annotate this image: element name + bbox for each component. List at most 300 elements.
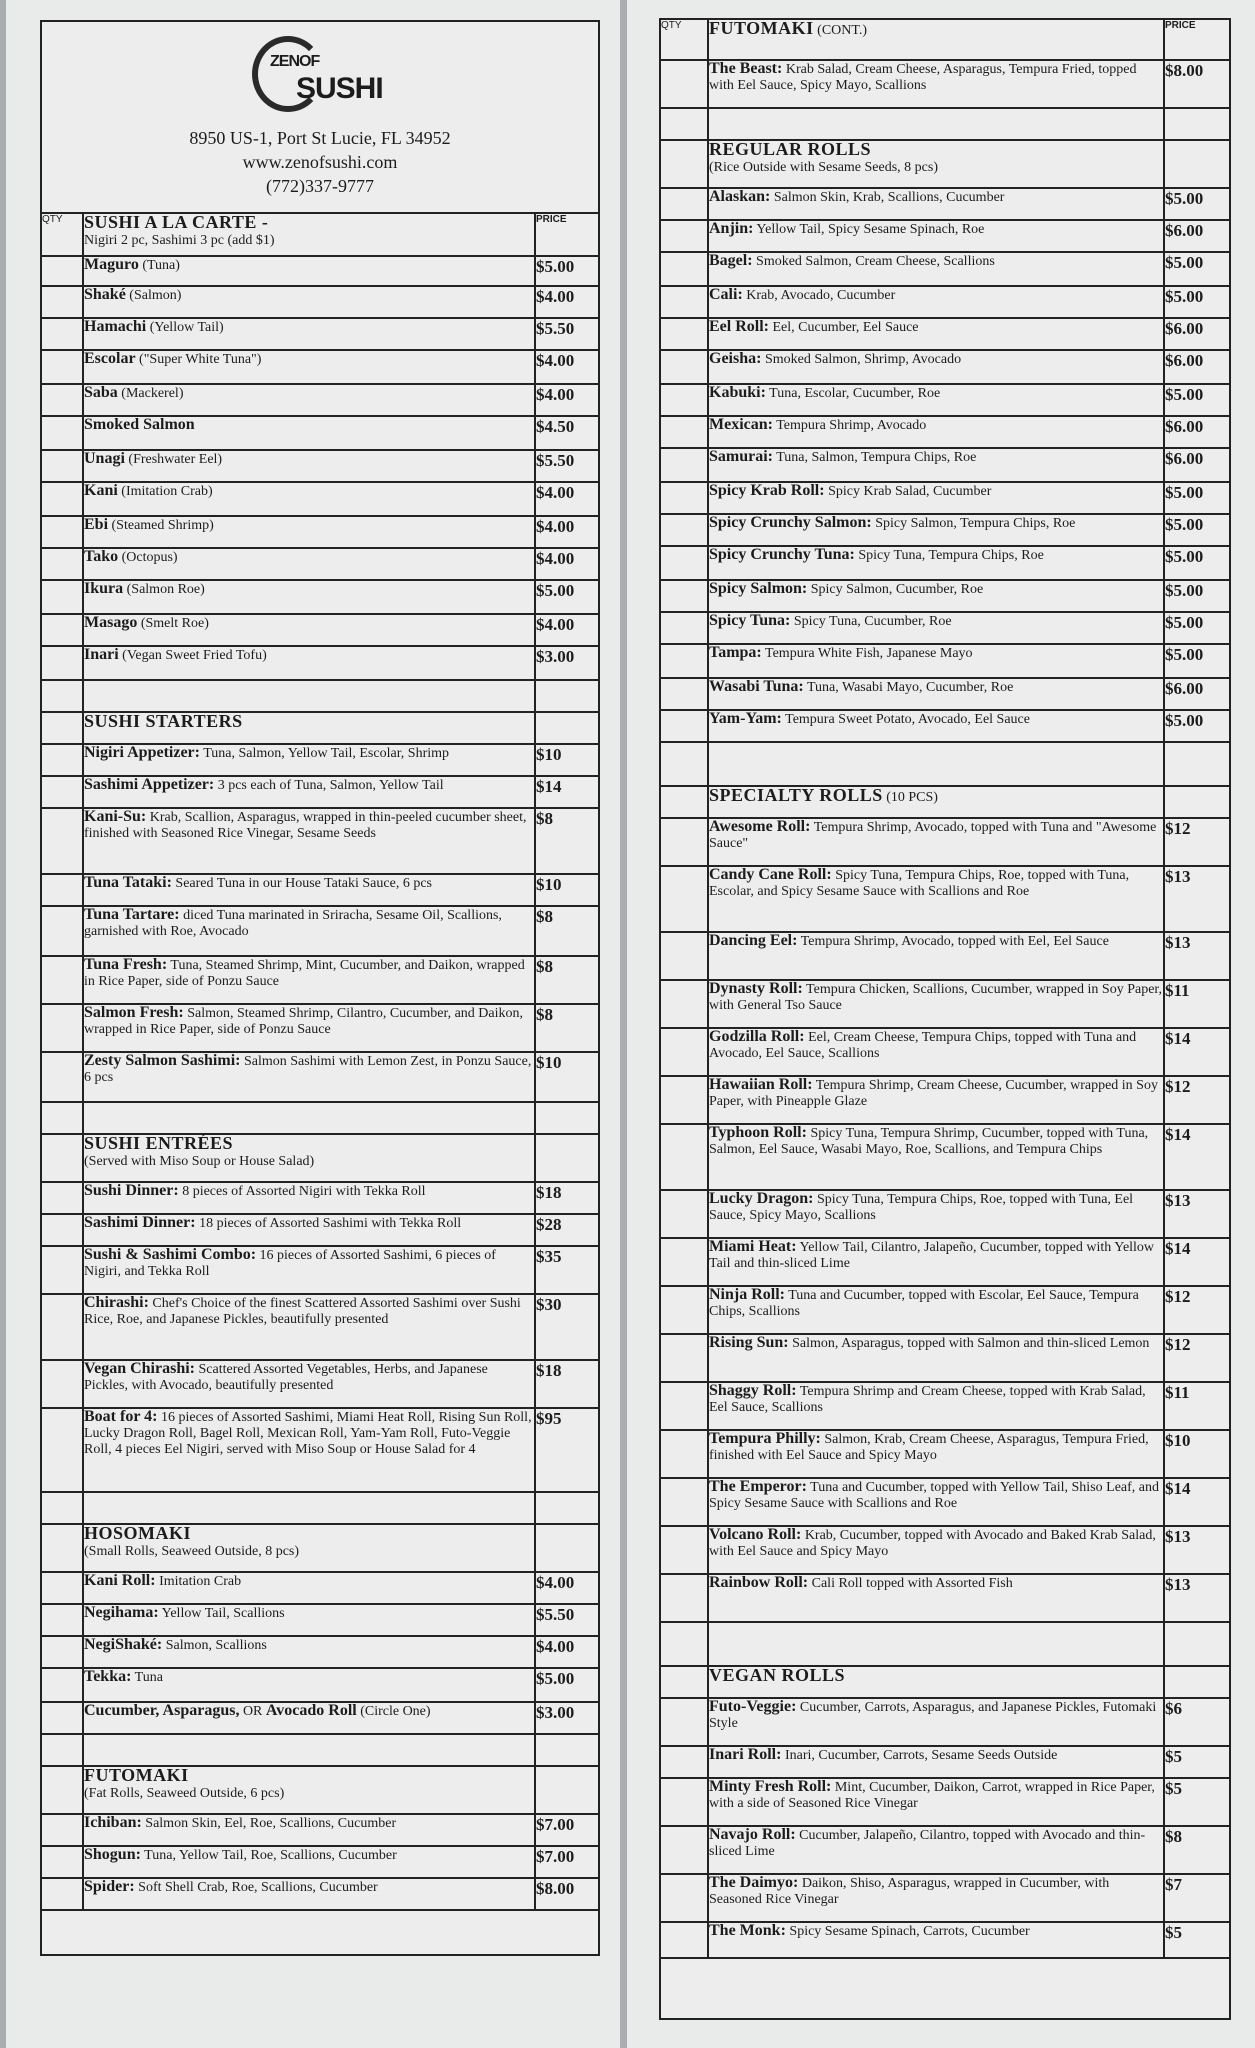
price-cell — [1164, 786, 1229, 818]
price-cell — [535, 384, 598, 416]
price-header-label: PRICE — [1165, 20, 1196, 31]
qty-cell[interactable] — [661, 514, 708, 546]
qty-header-label: QTY — [42, 214, 63, 225]
qty-cell — [42, 1524, 83, 1572]
qty-cell[interactable] — [661, 384, 708, 416]
qty-cell — [661, 1622, 708, 1666]
section-subtitle: Nigiri 2 pc, Sashimi 3 pc (add $1) — [84, 233, 275, 248]
description-cell — [83, 548, 535, 580]
qty-cell — [42, 1766, 83, 1814]
description-cell — [83, 1102, 535, 1134]
menu-item-row — [42, 1636, 598, 1668]
price-cell — [535, 1102, 598, 1134]
description-cell — [708, 514, 1164, 546]
description-cell — [708, 1874, 1164, 1922]
item-price: $7.00 — [536, 1847, 575, 1866]
qty-cell[interactable] — [661, 448, 708, 482]
description-cell — [708, 710, 1164, 742]
qty-cell[interactable] — [661, 286, 708, 318]
price-cell — [535, 214, 598, 256]
qty-cell[interactable] — [661, 866, 708, 932]
qty-cell[interactable] — [42, 450, 83, 482]
qty-cell[interactable] — [661, 1922, 708, 1958]
qty-cell[interactable] — [661, 932, 708, 980]
price-cell — [535, 318, 598, 350]
qty-cell[interactable] — [661, 644, 708, 678]
price-cell — [535, 1846, 598, 1878]
item-description: Yellow Tail, Scallions — [158, 1606, 285, 1621]
item-name: Nigiri Appetizer: — [84, 744, 200, 761]
description-cell — [83, 482, 535, 516]
section-title: VEGAN ROLLS — [709, 1665, 846, 1685]
item-description: OR — [239, 1704, 266, 1719]
item-name: Spicy Tuna: — [709, 612, 791, 629]
qty-cell[interactable] — [42, 874, 83, 906]
price-cell — [1164, 1526, 1229, 1574]
item-name: Negihama: — [84, 1604, 159, 1621]
section-title: SUSHI ENTRÉES — [84, 1133, 234, 1153]
qty-cell[interactable] — [42, 548, 83, 580]
qty-cell[interactable] — [42, 1668, 83, 1702]
qty-cell[interactable] — [42, 1814, 83, 1846]
qty-cell[interactable] — [661, 1698, 708, 1746]
item-price: $5.00 — [1165, 711, 1204, 730]
item-name: Unagi — [84, 450, 125, 467]
description-cell — [708, 482, 1164, 514]
qty-cell[interactable] — [661, 1334, 708, 1382]
item-description: Tuna, Steamed Shrimp, Mint, Cucumber, and Daikon, wrapped in Rice Paper, side of Ponzu Sauce — [84, 958, 525, 989]
qty-cell[interactable] — [42, 1004, 83, 1052]
description-cell — [83, 1294, 535, 1360]
description-cell — [83, 416, 535, 450]
price-cell — [1164, 1622, 1229, 1666]
qty-cell[interactable] — [42, 744, 83, 776]
price-cell — [1164, 1124, 1229, 1190]
qty-cell[interactable] — [42, 956, 83, 1004]
item-description: Tempura Shrimp, Avocado, topped with Tuna and "Awesome Sauce" — [709, 820, 1157, 851]
item-name: Navajo Roll: — [709, 1826, 796, 1843]
description-cell — [708, 1698, 1164, 1746]
description-cell — [708, 1286, 1164, 1334]
menu-item-row — [42, 614, 598, 646]
qty-cell[interactable] — [661, 818, 708, 866]
item-name: Smoked Salmon — [84, 416, 195, 433]
qty-cell[interactable] — [661, 1746, 708, 1778]
description-cell — [708, 1666, 1164, 1698]
blank-row — [42, 1492, 598, 1524]
description-cell — [83, 1734, 535, 1766]
item-name: Bagel: — [709, 252, 753, 269]
item-price: $4.00 — [536, 517, 575, 536]
qty-cell[interactable] — [42, 1294, 83, 1360]
price-cell — [1164, 514, 1229, 546]
qty-cell[interactable] — [661, 1778, 708, 1826]
price-cell — [535, 1814, 598, 1846]
item-description: Tuna, Salmon, Tempura Chips, Roe — [773, 450, 977, 465]
price-cell — [535, 1492, 598, 1524]
item-description: Krab Salad, Cream Cheese, Asparagus, Tempura Fried, topped with Eel Sauce, Spicy Mayo, Scallions — [709, 62, 1137, 93]
menu-item-row — [42, 1246, 598, 1294]
description-cell — [708, 1478, 1164, 1526]
qty-cell[interactable] — [661, 710, 708, 742]
menu-item-row — [42, 1702, 598, 1734]
qty-cell[interactable] — [42, 1052, 83, 1102]
menu-item-row — [661, 1190, 1229, 1238]
price-cell — [535, 712, 598, 744]
qty-cell[interactable] — [661, 1076, 708, 1124]
menu-item-row — [42, 516, 598, 548]
item-description: ("Super White Tuna") — [135, 352, 262, 367]
qty-cell[interactable] — [661, 1286, 708, 1334]
description-cell — [708, 1076, 1164, 1124]
menu-item-row — [661, 416, 1229, 448]
qty-cell[interactable] — [42, 1636, 83, 1668]
item-name: Alaskan: — [709, 188, 771, 205]
item-price: $5.00 — [1165, 645, 1204, 664]
item-price: $12 — [1165, 1077, 1191, 1096]
qty-cell[interactable] — [661, 1826, 708, 1874]
qty-cell[interactable] — [661, 980, 708, 1028]
item-description: (Yellow Tail) — [146, 320, 224, 335]
description-cell — [708, 1622, 1164, 1666]
menu-item-row — [42, 776, 598, 808]
price-cell — [535, 1134, 598, 1182]
qty-cell[interactable] — [661, 1874, 708, 1922]
item-price: $13 — [1165, 933, 1191, 952]
price-cell — [535, 350, 598, 384]
description-cell — [708, 1826, 1164, 1874]
qty-cell[interactable] — [661, 1478, 708, 1526]
price-cell — [535, 1408, 598, 1492]
price-cell — [1164, 1574, 1229, 1622]
description-cell — [708, 1922, 1164, 1958]
price-cell — [535, 516, 598, 548]
qty-cell[interactable] — [42, 646, 83, 680]
menu-item-row — [661, 678, 1229, 710]
menu-item-row — [661, 818, 1229, 866]
item-description: Krab, Cucumber, topped with Avocado and Baked Krab Salad, with Eel Sauce and Spicy Mayo — [709, 1528, 1156, 1559]
menu-item-row — [661, 1286, 1229, 1334]
qty-cell[interactable] — [661, 482, 708, 514]
menu-item-row — [661, 384, 1229, 416]
item-name: Ichiban: — [84, 1814, 142, 1831]
qty-cell[interactable] — [42, 286, 83, 318]
price-cell — [1164, 350, 1229, 384]
item-name: Tekka: — [84, 1668, 132, 1685]
item-price: $4.00 — [536, 483, 575, 502]
qty-cell[interactable] — [661, 580, 708, 612]
menu-item-row — [42, 482, 598, 516]
item-price: $18 — [536, 1361, 562, 1380]
description-cell — [83, 1766, 535, 1814]
qty-cell[interactable] — [42, 256, 83, 286]
qty-cell[interactable] — [661, 1238, 708, 1286]
item-name: Hawaiian Roll: — [709, 1076, 813, 1093]
qty-cell[interactable] — [661, 1526, 708, 1574]
qty-cell[interactable] — [42, 808, 83, 874]
qty-cell[interactable] — [661, 678, 708, 710]
qty-cell[interactable] — [42, 1846, 83, 1878]
menu-item-row — [42, 286, 598, 318]
price-cell — [535, 956, 598, 1004]
qty-cell[interactable] — [42, 416, 83, 450]
qty-cell[interactable] — [42, 1360, 83, 1408]
qty-cell[interactable] — [42, 384, 83, 416]
price-cell — [1164, 1286, 1229, 1334]
qty-cell[interactable] — [42, 482, 83, 516]
item-price: $13 — [1165, 867, 1191, 886]
price-cell — [1164, 678, 1229, 710]
qty-cell[interactable] — [661, 1028, 708, 1076]
description-cell — [83, 516, 535, 548]
item-price: $95 — [536, 1409, 562, 1428]
price-cell — [535, 1182, 598, 1214]
menu-item-row — [661, 318, 1229, 350]
item-description: Smoked Salmon, Shrimp, Avocado — [761, 352, 962, 367]
qty-cell[interactable] — [661, 252, 708, 286]
description-cell — [83, 256, 535, 286]
price-cell — [1164, 482, 1229, 514]
qty-cell[interactable] — [661, 1430, 708, 1478]
item-price: $8 — [536, 907, 553, 926]
price-cell — [1164, 1238, 1229, 1286]
description-cell — [83, 614, 535, 646]
item-description: Tuna, Salmon, Yellow Tail, Escolar, Shrimp — [199, 746, 450, 761]
qty-cell[interactable] — [42, 1182, 83, 1214]
qty-cell[interactable] — [42, 318, 83, 350]
item-name: Kani — [84, 482, 118, 499]
menu-item-row — [42, 744, 598, 776]
description-cell — [83, 776, 535, 808]
description-cell — [708, 678, 1164, 710]
section-title: HOSOMAKI — [84, 1523, 192, 1543]
description-cell — [708, 1238, 1164, 1286]
qty-cell[interactable] — [42, 516, 83, 548]
item-name: Dynasty Roll: — [709, 980, 803, 997]
item-description: Soft Shell Crab, Roe, Scallions, Cucumber — [134, 1880, 378, 1895]
qty-cell[interactable] — [661, 416, 708, 448]
qty-cell[interactable] — [661, 1574, 708, 1622]
price-cell — [535, 1636, 598, 1668]
price-cell — [535, 1004, 598, 1052]
item-name: Shaké — [84, 286, 126, 303]
item-price: $8 — [536, 809, 553, 828]
qty-cell[interactable] — [42, 580, 83, 614]
price-cell — [535, 1702, 598, 1734]
item-price: $4.00 — [536, 1573, 575, 1592]
menu-column-left — [40, 20, 600, 1956]
menu-item-row — [661, 220, 1229, 252]
qty-cell[interactable] — [661, 1190, 708, 1238]
qty-cell[interactable] — [661, 350, 708, 384]
item-description: Eel, Cucumber, Eel Sauce — [769, 320, 919, 335]
item-description: Salmon, Krab, Cream Cheese, Asparagus, Tempura Fried, finished with Eel Sauce and Spicy Mayo — [709, 1432, 1149, 1463]
qty-cell[interactable] — [42, 1878, 83, 1910]
menu-item-row — [42, 1814, 598, 1846]
item-name: Escolar — [84, 350, 136, 367]
item-price: $4.00 — [536, 287, 575, 306]
blank-row — [661, 1622, 1229, 1666]
menu-item-row — [42, 580, 598, 614]
menu-item-row — [661, 1574, 1229, 1622]
description-cell — [83, 646, 535, 680]
qty-cell[interactable] — [661, 220, 708, 252]
menu-item-row — [42, 1408, 598, 1492]
menu-item-row — [661, 514, 1229, 546]
item-name: Spicy Salmon: — [709, 580, 808, 597]
section-title: REGULAR ROLLS — [709, 139, 872, 159]
item-price: $7.00 — [536, 1815, 575, 1834]
item-price: $5.00 — [1165, 287, 1204, 306]
qty-cell[interactable] — [42, 1572, 83, 1604]
description-cell — [708, 286, 1164, 318]
price-cell — [535, 450, 598, 482]
menu-item-row — [42, 1052, 598, 1102]
item-name: Rising Sun: — [709, 1334, 789, 1351]
item-name: Yam-Yam: — [709, 710, 782, 727]
description-cell — [83, 1846, 535, 1878]
item-name: Tako — [84, 548, 119, 565]
item-description: Tempura Chicken, Scallions, Cucumber, wrapped in Soy Paper, with General Tso Sauce — [709, 982, 1163, 1013]
price-cell — [535, 286, 598, 318]
item-name: Vegan Chirashi: — [84, 1360, 195, 1377]
description-cell — [708, 786, 1164, 818]
menu-item-row — [661, 188, 1229, 220]
item-price: $12 — [1165, 1335, 1191, 1354]
qty-cell[interactable] — [661, 612, 708, 644]
blank-row — [42, 1734, 598, 1766]
section-subtitle: (Small Rolls, Seaweed Outside, 8 pcs) — [84, 1544, 300, 1559]
price-cell — [535, 1878, 598, 1910]
description-cell — [83, 318, 535, 350]
item-name: Candy Cane Roll: — [709, 866, 832, 883]
menu-item-row — [661, 482, 1229, 514]
qty-cell[interactable] — [42, 1246, 83, 1294]
description-cell — [708, 742, 1164, 786]
description-cell — [83, 712, 535, 744]
menu-item-row — [661, 1382, 1229, 1430]
item-name: Samurai: — [709, 448, 773, 465]
item-description: Seared Tuna in our House Tataki Sauce, 6 pcs — [171, 876, 432, 891]
item-price: $12 — [1165, 819, 1191, 838]
item-name: Shogun: — [84, 1846, 141, 1863]
description-cell — [708, 1190, 1164, 1238]
qty-cell[interactable] — [42, 1214, 83, 1246]
item-name: Godzilla Roll: — [709, 1028, 805, 1045]
item-price: $4.00 — [536, 549, 575, 568]
menu-item-row — [42, 1214, 598, 1246]
qty-cell[interactable] — [42, 1604, 83, 1636]
item-name: Kani-Su: — [84, 808, 147, 825]
qty-cell[interactable] — [661, 1382, 708, 1430]
menu-item-row — [661, 60, 1229, 108]
description-cell — [83, 350, 535, 384]
qty-cell[interactable] — [42, 776, 83, 808]
price-cell — [1164, 1334, 1229, 1382]
qty-cell[interactable] — [661, 60, 708, 108]
item-name: Saba — [84, 384, 118, 401]
item-description: diced Tuna marinated in Sriracha, Sesame Oil, Scallions, garnished with Roe, Avocado — [84, 908, 502, 939]
price-cell — [535, 680, 598, 712]
item-name: Inari — [84, 646, 119, 663]
description-cell — [83, 874, 535, 906]
price-cell — [1164, 1028, 1229, 1076]
item-price: $5.00 — [536, 581, 575, 600]
price-cell — [1164, 932, 1229, 980]
qty-cell[interactable] — [42, 1408, 83, 1492]
price-cell — [1164, 866, 1229, 932]
price-cell — [1164, 252, 1229, 286]
item-description: 18 pieces of Assorted Sashimi with Tekka Roll — [195, 1216, 462, 1231]
zen-of-sushi-logo — [252, 36, 452, 108]
menu-item-row — [661, 1334, 1229, 1382]
qty-cell[interactable] — [42, 614, 83, 646]
qty-cell[interactable] — [42, 350, 83, 384]
qty-cell[interactable] — [661, 318, 708, 350]
section-header-row — [661, 1666, 1229, 1698]
qty-cell[interactable] — [42, 1702, 83, 1734]
section-title: SPECIALTY ROLLS — [709, 785, 883, 805]
item-description: Spicy Tuna, Tempura Chips, Roe — [854, 548, 1044, 563]
price-cell — [535, 1214, 598, 1246]
menu-item-row — [661, 252, 1229, 286]
item-price: $13 — [1165, 1527, 1191, 1546]
price-cell — [535, 1766, 598, 1814]
description-cell — [83, 1668, 535, 1702]
section-header-row — [42, 1134, 598, 1182]
description-cell — [83, 1246, 535, 1294]
price-cell — [1164, 318, 1229, 350]
price-cell — [1164, 188, 1229, 220]
item-name: Tampa: — [709, 644, 762, 661]
qty-cell[interactable] — [661, 188, 708, 220]
price-cell — [1164, 1076, 1229, 1124]
item-price: $6.00 — [1165, 449, 1204, 468]
description-cell — [708, 818, 1164, 866]
item-description: Tempura Shrimp and Cream Cheese, topped with Krab Salad, Eel Sauce, Scallions — [709, 1384, 1146, 1415]
menu-item-row — [42, 906, 598, 956]
item-price: $5 — [1165, 1747, 1182, 1766]
qty-cell[interactable] — [42, 906, 83, 956]
item-description: (Freshwater Eel) — [124, 452, 223, 467]
item-name: Maguro — [84, 256, 139, 273]
price-cell — [1164, 286, 1229, 318]
item-description: Spicy Tuna, Tempura Chips, Roe, topped with Tuna, Escolar, and Spicy Sesame Sauce with Scallions and Roe — [709, 868, 1130, 899]
item-description: Spicy Salmon, Cucumber, Roe — [807, 582, 984, 597]
item-description: (Octopus) — [118, 550, 178, 565]
restaurant-phone: (772)337-9777 — [266, 176, 374, 196]
item-price: $30 — [536, 1295, 562, 1314]
description-cell — [83, 680, 535, 712]
section-title: FUTOMAKI — [84, 1765, 189, 1785]
qty-cell — [42, 680, 83, 712]
description-cell — [83, 1052, 535, 1102]
description-cell — [83, 1134, 535, 1182]
description-cell — [83, 384, 535, 416]
qty-cell[interactable] — [661, 1124, 708, 1190]
section-header-row — [42, 1766, 598, 1814]
price-cell — [1164, 220, 1229, 252]
restaurant-address: 8950 US-1, Port St Lucie, FL 34952 — [189, 128, 451, 148]
description-cell — [708, 318, 1164, 350]
item-price: $4.00 — [536, 1637, 575, 1656]
description-cell — [83, 1492, 535, 1524]
qty-cell[interactable] — [661, 546, 708, 580]
section-header-row — [661, 786, 1229, 818]
description-cell — [708, 448, 1164, 482]
description-cell — [83, 214, 535, 256]
menu-item-row — [661, 1922, 1229, 1958]
